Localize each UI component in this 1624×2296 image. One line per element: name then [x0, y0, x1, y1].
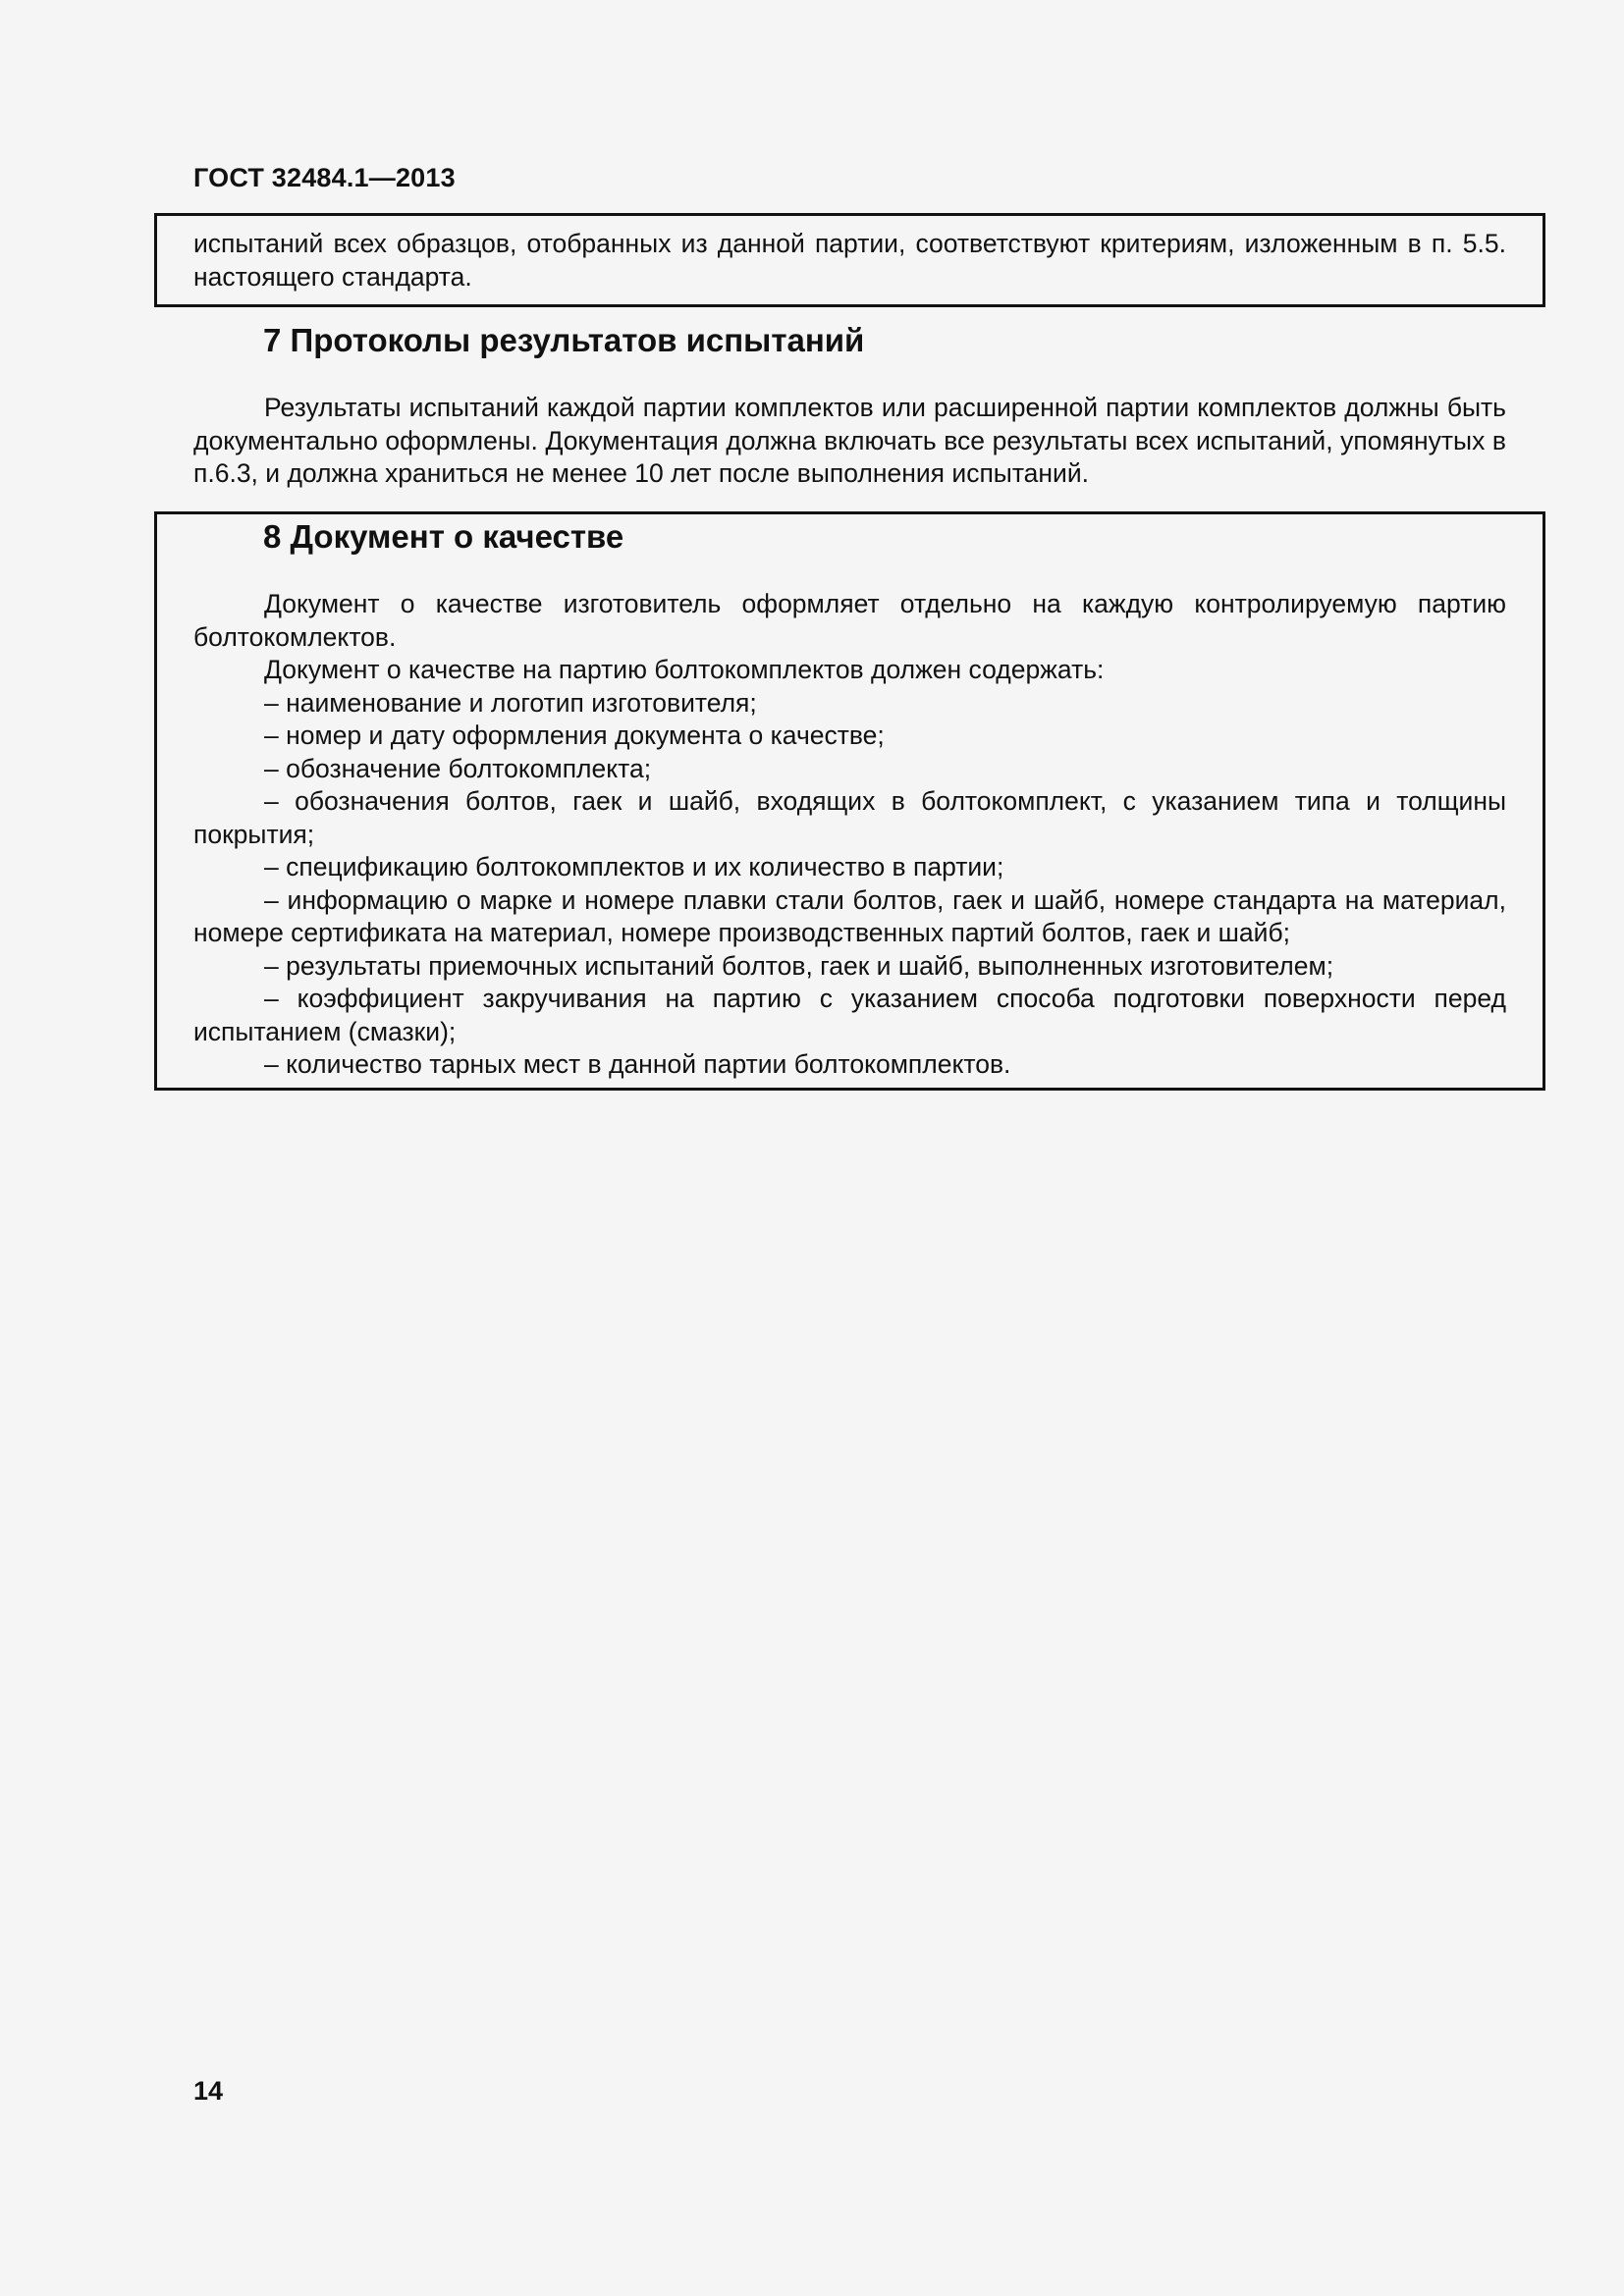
continued-paragraph: испытаний всех образцов, отобранных из данной партии, соответствуют критериям, изложенным в п. 5.5. настоящего стандарта.: [193, 229, 1506, 292]
list-item: – номер и дату оформления документа о качестве;: [264, 721, 885, 750]
list-item: – информацию о марке и номере плавки стали болтов, гаек и шайб, номере стандарта на материал, номере сертификата на материал, номере производственных партий болтов, гаек и шайб;: [193, 884, 1506, 947]
list-item: – результаты приемочных испытаний болтов, гаек и шайб, выполненных изготовителем;: [264, 950, 1334, 981]
continued-text-block: [193, 228, 1506, 294]
section-8-paragraph: Документ о качестве на партию болтокомплектов должен содержать:: [264, 655, 1105, 684]
list-item: – спецификацию болтокомплектов и их количество в партии;: [264, 852, 1004, 881]
page-number: 14: [193, 2076, 224, 2106]
section-7-body: [193, 392, 1506, 491]
section-8-paragraph: Документ о качестве изготовитель оформляет отдельно на каждую контролируемую партию болтокомлектов.: [193, 589, 1506, 652]
section-7-title: 7 Протоколы результатов испытаний: [263, 322, 865, 358]
section-8-title: 8 Документ о качестве: [263, 518, 624, 555]
section-8-body: [193, 588, 1506, 1082]
list-item: – количество тарных мест в данной партии болтокомплектов.: [264, 1049, 1011, 1079]
list-item: – коэффициент закручивания на партию с указанием способа подготовки поверхности перед испытанием (смазки);: [193, 984, 1506, 1046]
document-header: ГОСТ 32484.1—2013: [193, 163, 456, 192]
section-7-paragraph: Результаты испытаний каждой партии комплектов или расширенной партии комплектов должны быть документально оформлены. Документация должна включать все результаты всех испытаний, упомянутых в п.6.3, и должна храниться не менее 10 лет после выполнения испытаний.: [193, 393, 1506, 488]
list-item: – обозначения болтов, гаек и шайб, входящих в болтокомплект, с указанием типа и толщины покрытия;: [193, 786, 1506, 849]
list-item: – наименование и логотип изготовителя;: [264, 687, 757, 718]
list-item: – обозначение болтокомплекта;: [264, 753, 652, 783]
